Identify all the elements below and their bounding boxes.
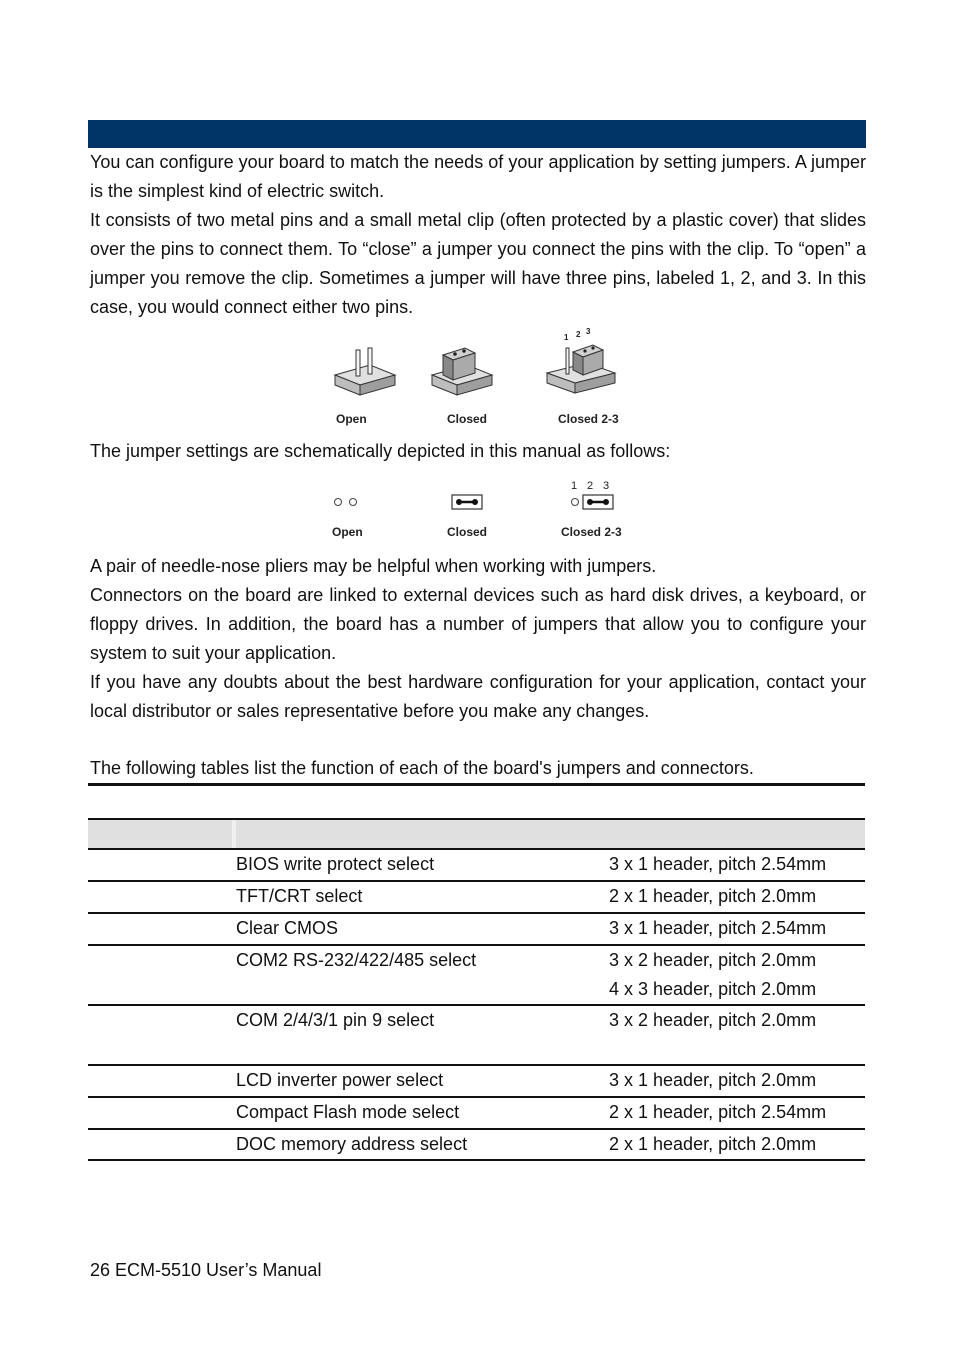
section-rule <box>88 783 865 786</box>
jumper-closed-drawing <box>432 348 492 395</box>
row-type: 3 x 1 header, pitch 2.0mm <box>609 1070 817 1090</box>
pin-label-3: 3 <box>586 327 591 336</box>
label-open: Open <box>336 412 367 426</box>
schematic-pin-3: 3 <box>603 480 610 492</box>
schematic-pin-1: 1 <box>571 480 578 492</box>
paragraph-intro: You can configure your board to match the needs of your application by setting jumpers. A jumper is the simplest kind of electric switch. <box>90 152 866 201</box>
row-type: 2 x 1 header, pitch 2.0mm <box>609 1134 817 1154</box>
row-function: LCD inverter power select <box>236 1070 444 1090</box>
row-type: 3 x 2 header, pitch 2.0mm <box>609 1010 817 1030</box>
paragraph-connectors: Connectors on the board are linked to external devices such as hard disk drives, a keyboard, or floppy drives. In addition, the board has a number of jumpers that allow you to configure your system to suit your application. <box>90 585 866 663</box>
row-type: 3 x 1 header, pitch 2.54mm <box>609 854 827 874</box>
paragraph-jumper-description: It consists of two metal pins and a small metal clip (often protected by a plastic cover) that slides over the pins to connect them. To “close” a jumper you connect the pins with the clip. To “open” a jumper you remove the clip. Sometimes a jumper will have three pins, labeled 1, 2, and 3. In this case, you would connect either two pins. <box>90 210 866 317</box>
jumper-schematic <box>325 478 635 544</box>
label-closed: Closed <box>447 412 488 426</box>
jumper-closed-2-3-drawing <box>547 345 615 393</box>
label-closed-2-3: Closed 2-3 <box>558 412 619 426</box>
schematic-label-closed-2-3: Closed 2-3 <box>561 525 622 539</box>
row-function: COM2 RS-232/422/485 select <box>236 950 477 970</box>
table-row <box>88 946 865 1006</box>
table-row <box>88 1130 865 1161</box>
table-row <box>88 914 865 946</box>
jumper-open-drawing <box>335 348 395 395</box>
page-footer: 26 ECM-5510 User’s Manual <box>90 1260 322 1280</box>
section-header-bar <box>88 120 866 148</box>
schematic-closed <box>452 495 482 509</box>
table-row <box>88 1006 865 1066</box>
table-row <box>88 1098 865 1130</box>
pin-label-1: 1 <box>564 333 569 342</box>
row-function: Clear CMOS <box>236 918 339 938</box>
table-header-separator <box>232 820 236 850</box>
jumper-illustration <box>325 327 635 430</box>
row-type: 3 x 2 header, pitch 2.0mm <box>609 950 817 970</box>
row-function: BIOS write protect select <box>236 854 435 874</box>
paragraph-table-intro: The following tables list the function of each of the board's jumpers and connectors. <box>90 758 754 778</box>
schematic-open <box>335 499 357 506</box>
schematic-closed-2-3 <box>572 495 614 509</box>
pin-label-2: 2 <box>576 330 581 339</box>
table-row <box>88 882 865 914</box>
paragraph-pliers: A pair of needle-nose pliers may be helpful when working with jumpers. <box>90 556 657 576</box>
paragraph-doubts: If you have any doubts about the best hardware configuration for your application, contact your local distributor or sales representative before you make any changes. <box>90 672 866 721</box>
schematic-pin-2: 2 <box>587 480 594 492</box>
schematic-label-closed: Closed <box>447 525 488 539</box>
row-function: Compact Flash mode select <box>236 1102 460 1122</box>
row-function: TFT/CRT select <box>236 886 363 906</box>
row-type-secondary: 4 x 3 header, pitch 2.0mm <box>609 979 817 999</box>
row-function: DOC memory address select <box>236 1134 468 1154</box>
row-type: 3 x 1 header, pitch 2.54mm <box>609 918 827 938</box>
row-type: 2 x 1 header, pitch 2.54mm <box>609 1102 827 1122</box>
row-function: COM 2/4/3/1 pin 9 select <box>236 1010 435 1030</box>
row-type: 2 x 1 header, pitch 2.0mm <box>609 886 817 906</box>
schematic-label-open: Open <box>332 525 363 539</box>
table-row <box>88 850 865 882</box>
table-row <box>88 1066 865 1098</box>
table-header <box>88 818 865 850</box>
paragraph-schematic-intro: The jumper settings are schematically depicted in this manual as follows: <box>90 441 671 461</box>
